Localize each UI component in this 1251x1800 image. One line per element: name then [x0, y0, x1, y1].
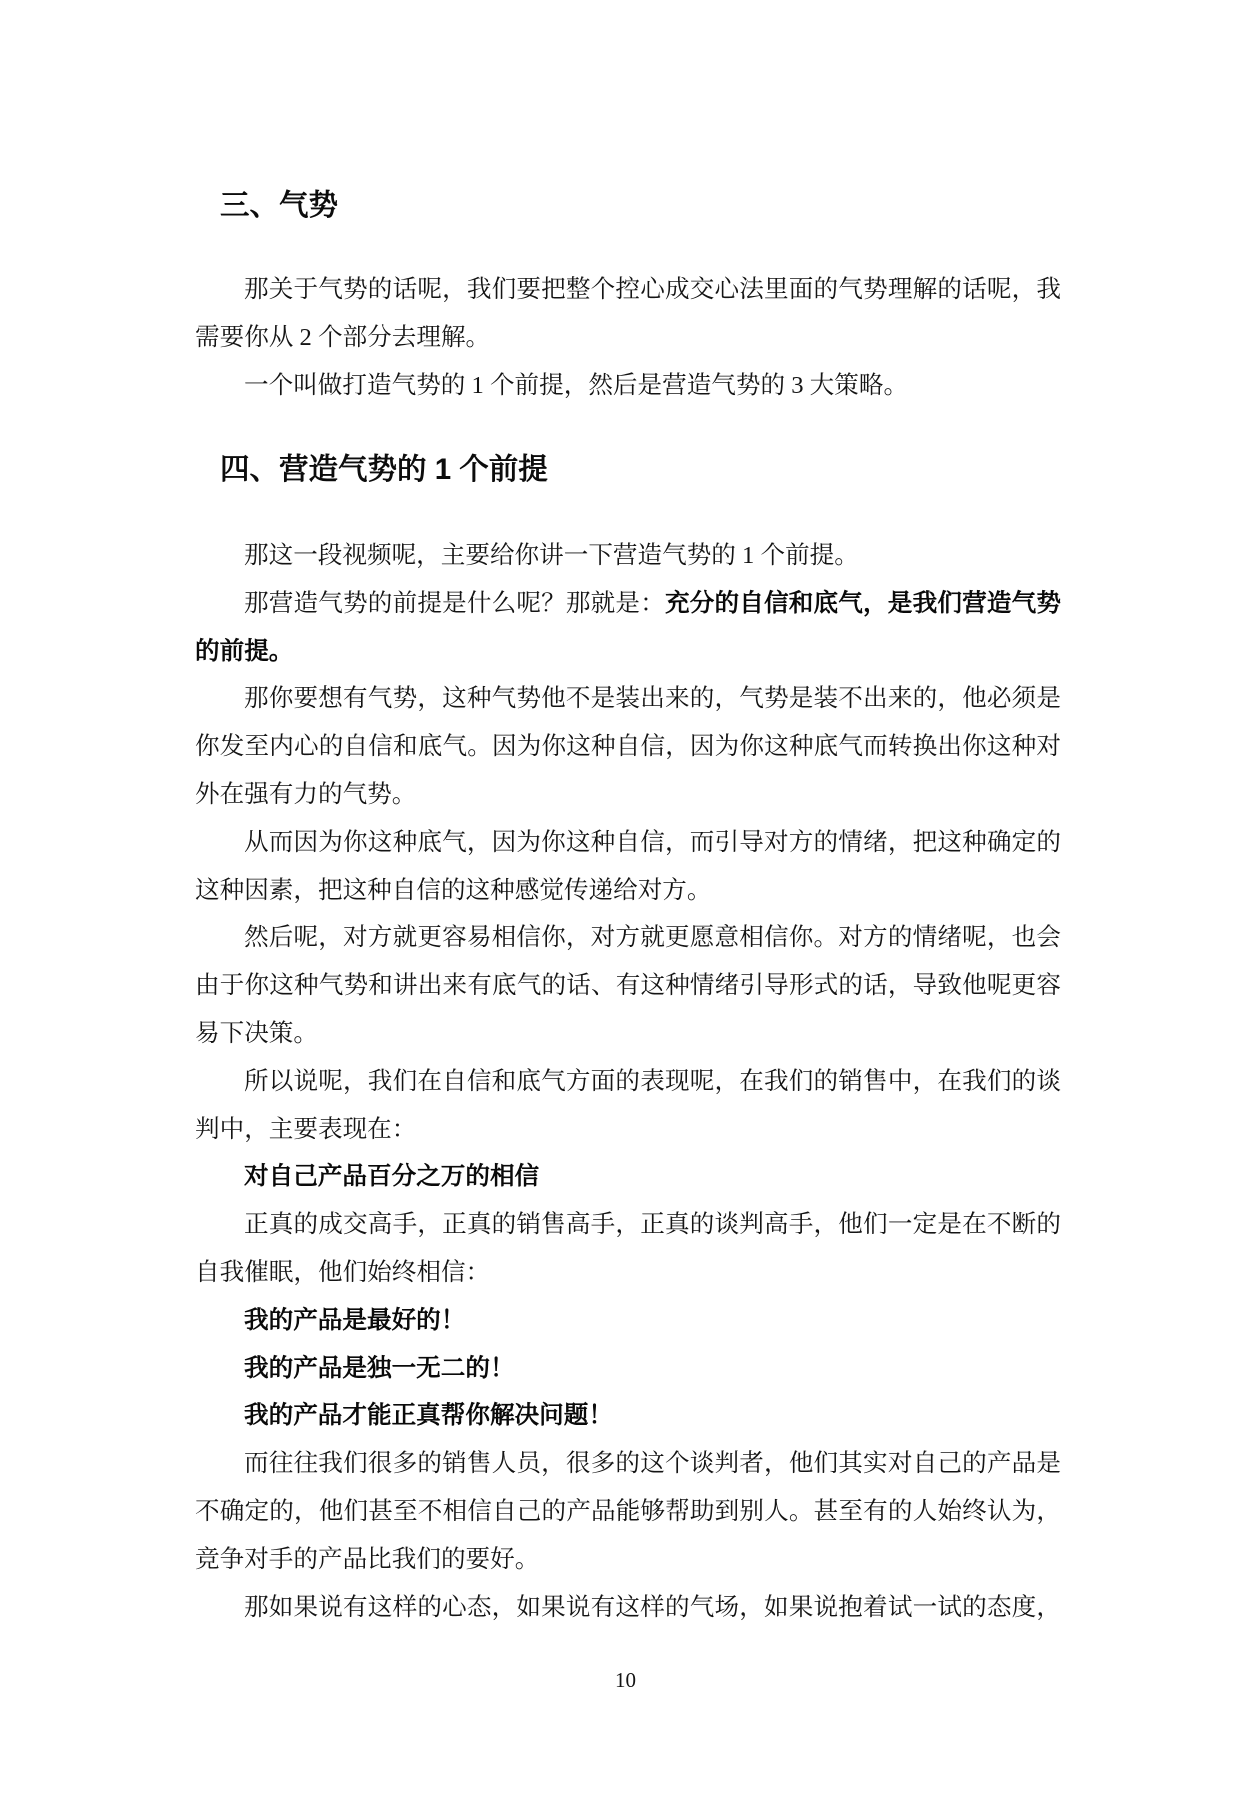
paragraph-line: 那这一段视频呢，主要给你讲一下营造气势的 1 个前提。 [244, 542, 859, 569]
paragraph-line: 然后呢，对方就更容易相信你，对方就更愿意相信你。对方的情绪呢，也会 [244, 924, 1061, 952]
paragraph-line: 由于你这种气势和讲出来有底气的话、有这种情绪引导形式的话，导致他呢更容 [195, 972, 1061, 1000]
paragraph-line: 易下决策。 [195, 1019, 318, 1047]
paragraph-line: 这种因素，把这种自信的这种感觉传递给对方。 [195, 876, 712, 904]
paragraph-line: 竞争对手的产品比我们的要好。 [195, 1545, 540, 1573]
paragraph [195, 266, 1061, 362]
paragraph [195, 532, 1061, 580]
emphasis-paragraph [195, 1345, 1061, 1393]
lead-text: 那营造气势的前提是什么呢？那就是： [244, 589, 665, 617]
paragraph [195, 1440, 1061, 1583]
paragraph-with-emphasis [195, 580, 1061, 676]
paragraph [195, 1584, 1061, 1632]
paragraph [195, 1058, 1061, 1154]
section-body-premise [195, 532, 1061, 1631]
paragraph-line: 不确定的，他们甚至不相信自己的产品能够帮助到别人。甚至有的人始终认为， [195, 1497, 1061, 1525]
paragraph-line: 而往往我们很多的销售人员，很多的这个谈判者，他们其实对自己的产品是 [244, 1450, 1061, 1478]
paragraph-line: 从而因为你这种底气，因为你这种自信，而引导对方的情绪，把这种确定的 [244, 828, 1061, 856]
paragraph [195, 675, 1061, 818]
paragraph-line: 那你要想有气势，这种气势他不是装出来的，气势是装不出来的，他必须是 [244, 685, 1061, 713]
paragraph-line: 需要你从 2 个部分去理解。 [195, 323, 491, 351]
page-number: 10 [615, 1668, 636, 1692]
paragraph-line [195, 580, 1061, 628]
section-heading-premise: 四、营造气势的 1 个前提 [220, 453, 548, 486]
emphasis-paragraph [195, 1392, 1061, 1440]
emphasis-line: 对自己产品百分之万的相信 [244, 1163, 540, 1191]
paragraph [195, 819, 1061, 915]
emphasis-line: 我的产品才能正真帮你解决问题！ [244, 1402, 613, 1430]
section-heading-qishi: 三、气势 [220, 189, 339, 222]
paragraph-line: 所以说呢，我们在自信和底气方面的表现呢，在我们的销售中，在我们的谈 [244, 1067, 1061, 1095]
paragraph-line: 外在强有力的气势。 [195, 780, 417, 808]
paragraph-line: 那如果说有这样的心态，如果说有这样的气场，如果说抱着试一试的态度， [244, 1593, 1061, 1621]
emphasis-text: 的前提。 [195, 637, 294, 665]
paragraph [195, 914, 1061, 1057]
emphasis-line: 我的产品是最好的！ [244, 1306, 466, 1334]
paragraph [195, 362, 1061, 410]
emphasis-line: 我的产品是独一无二的！ [244, 1354, 515, 1382]
paragraph-line: 判中，主要表现在： [195, 1115, 417, 1143]
paragraph-line: 自我催眠，他们始终相信： [195, 1258, 491, 1286]
paragraph-line [195, 628, 1061, 676]
paragraph [195, 1201, 1061, 1297]
emphasis-paragraph [195, 1153, 1061, 1201]
paragraph-line: 那关于气势的话呢，我们要把整个控心成交心法里面的气势理解的话呢，我 [244, 276, 1061, 303]
section-body-qishi [195, 266, 1061, 409]
emphasis-paragraph [195, 1297, 1061, 1345]
emphasis-text: 充分的自信和底气，是我们营造气势 [664, 589, 1061, 617]
paragraph-line: 一个叫做打造气势的 1 个前提，然后是营造气势的 3 大策略。 [244, 371, 909, 399]
paragraph-line: 正真的成交高手，正真的销售高手，正真的谈判高手，他们一定是在不断的 [244, 1211, 1061, 1239]
paragraph-line: 你发至内心的自信和底气。因为你这种自信，因为你这种底气而转换出你这种对 [195, 733, 1061, 761]
